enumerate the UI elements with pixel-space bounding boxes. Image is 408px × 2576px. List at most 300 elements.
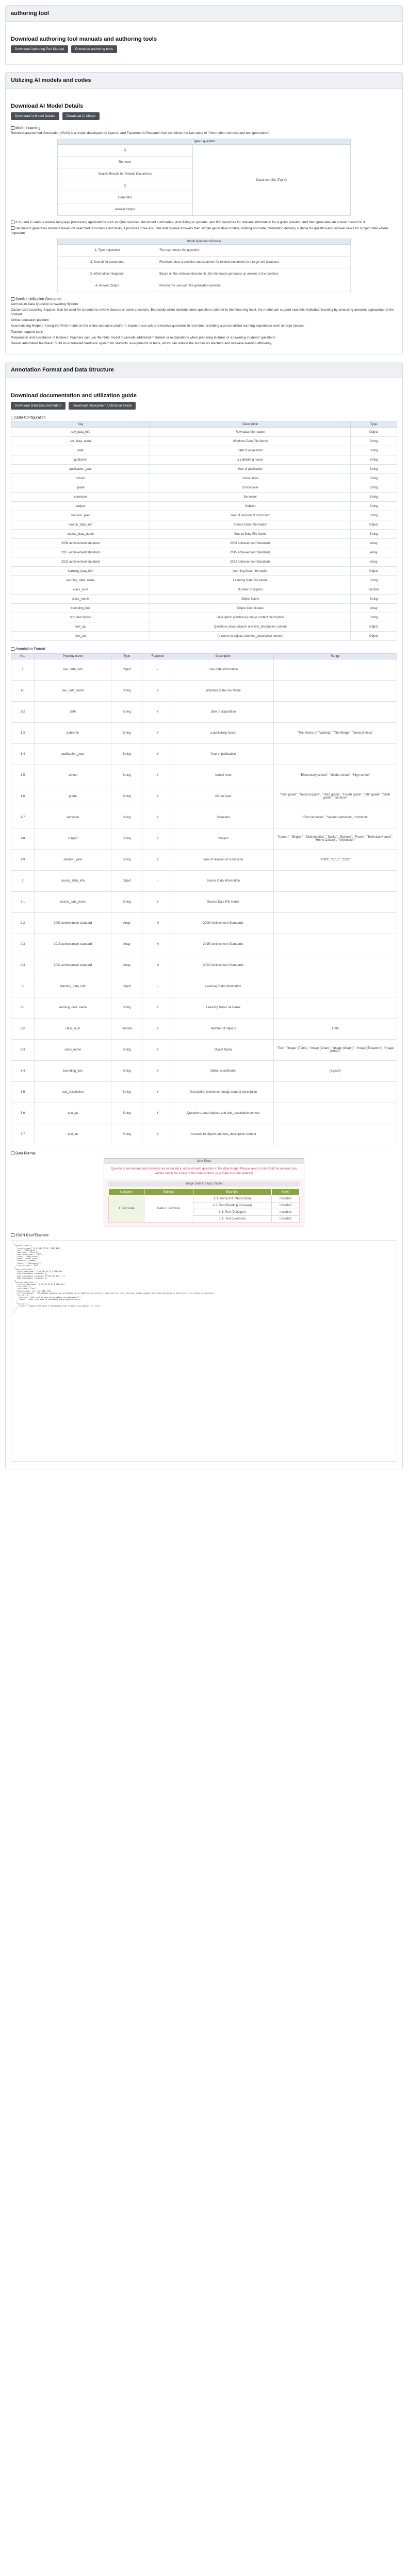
table-cell: 1 <box>11 659 35 680</box>
table-cell: text_qa <box>11 622 150 632</box>
table-row <box>11 1103 397 1124</box>
table-cell: "First semester", "Second semester", "common" <box>273 807 397 828</box>
table-cell: "Korean", "English", "Mathematics", "Social", "Science", "Praxis", "Technical Homes", "Home Culture", "Information" <box>273 828 397 849</box>
table-cell: Array <box>111 955 142 976</box>
table-cell: Object Name <box>173 1039 273 1060</box>
table-cell: [x,y,w,h] <box>273 1060 397 1081</box>
table-cell: school <box>11 474 150 483</box>
table-row <box>11 1039 397 1060</box>
table-cell: Subject <box>173 828 273 849</box>
table-cell: Y <box>142 722 173 743</box>
table-row <box>11 530 397 539</box>
table-row: 1-2. Text (Reading Passage) Included <box>109 1202 300 1209</box>
table-row <box>11 870 397 891</box>
table-cell: Semester <box>150 493 351 502</box>
table-cell: String <box>111 891 142 912</box>
data-format-heading: Data Format <box>11 1151 397 1155</box>
table-cell: String <box>351 530 397 539</box>
table-cell: 2-1 <box>11 891 35 912</box>
config-header-key: Key <box>11 422 150 428</box>
table-cell: Object Name <box>150 595 351 604</box>
table-cell: publication_year <box>11 465 150 474</box>
table-row <box>11 446 397 455</box>
table-cell: N <box>142 934 173 955</box>
table-cell: 2-3 <box>11 934 35 955</box>
table-cell: Year of revision of curriculum <box>150 511 351 520</box>
table-cell: 2009 achievement standard <box>11 539 150 548</box>
table-row <box>11 437 397 446</box>
table-cell: Raw data information <box>173 659 273 680</box>
table-row: 3. Information Integration Based on the retrieved documents, the Generator generates an answer to the question. <box>57 268 350 280</box>
bullet-icon <box>11 221 14 224</box>
rag-step: Answer Output <box>115 208 136 212</box>
table-row <box>11 474 397 483</box>
table-cell: String <box>351 437 397 446</box>
table-row <box>11 786 397 807</box>
table-cell: Semester <box>173 807 273 828</box>
format-header-range: Range <box>273 653 397 659</box>
table-cell: object <box>111 976 142 997</box>
authoring-tool-header: authoring tool <box>6 6 402 22</box>
table-cell: learning_data_name <box>34 997 111 1018</box>
format-header-property: Property name <box>34 653 111 659</box>
table-cell: String <box>111 743 142 765</box>
table-cell: String <box>111 807 142 828</box>
table-cell: Object <box>351 622 397 632</box>
table-cell: String <box>111 1060 142 1081</box>
table-cell: 1-2 <box>11 701 35 722</box>
table-cell: 1-5 <box>11 765 35 786</box>
table-cell: semester <box>11 493 150 502</box>
table-cell: Answers to objects and text_description content <box>150 632 351 641</box>
table-cell: Array <box>111 912 142 934</box>
table-cell: Raw data Information <box>150 428 351 437</box>
table-cell: Y <box>142 828 173 849</box>
table-cell: Object coordinates <box>173 1060 273 1081</box>
table-cell <box>273 1103 397 1124</box>
table-cell: 2015 achievement standard <box>11 548 150 557</box>
table-cell: Object <box>351 632 397 641</box>
table-cell: Y <box>142 1039 173 1060</box>
table-cell: 1-9 <box>11 849 35 870</box>
ai-models-section <box>5 72 403 354</box>
table-cell: String <box>111 828 142 849</box>
ai-models-header: Utilizing AI models and codes <box>6 73 402 89</box>
table-cell: 3-2 <box>11 1018 35 1039</box>
table-cell: Y <box>142 743 173 765</box>
table-row: 4. Answer Output Provide the user with the generated answers. <box>57 280 350 292</box>
table-cell: Year of revision of curriculum <box>173 849 273 870</box>
table-cell <box>273 955 397 976</box>
table-cell: raw_data_info <box>11 428 150 437</box>
table-row: 1-4. Text (Exercise) Included <box>109 1215 300 1222</box>
table-cell: a publishing house <box>173 722 273 743</box>
table-cell: "Text", "Image" (Table), "Image (Chart)", "Image (Graph)", "Image (Equation)", "Image (Other)" <box>273 1039 397 1060</box>
annotation-section <box>5 362 403 1469</box>
table-row <box>11 455 397 465</box>
table-cell: School year <box>173 786 273 807</box>
table-cell: String <box>111 1103 142 1124</box>
table-cell: school level <box>173 765 273 786</box>
rag-diagram-title: Type it question <box>58 139 350 145</box>
table-cell: String <box>351 483 397 493</box>
table-row <box>11 539 397 548</box>
table-cell: object <box>111 659 142 680</box>
table-cell: 1-3 <box>11 722 35 743</box>
table-cell: school level <box>150 474 351 483</box>
table-cell: 2009 Achievement Standards <box>173 912 273 934</box>
df-header: Subtype <box>144 1189 193 1195</box>
table-cell: 1-4 <box>11 743 35 765</box>
table-cell <box>273 997 397 1018</box>
table-cell: Number of objects <box>150 585 351 595</box>
table-row <box>11 567 397 576</box>
table-cell: String <box>111 997 142 1018</box>
table-row <box>11 520 397 530</box>
table-cell: source_data_name <box>34 891 111 912</box>
table-cell: String <box>351 502 397 511</box>
table-row <box>11 1060 397 1081</box>
table-cell: "The history of Teaching", "The Bridge", "Several kinds" <box>273 722 397 743</box>
table-cell: source_data_name <box>11 530 150 539</box>
table-cell: 2022 Achievement Standards <box>150 557 351 567</box>
checkbox-icon <box>11 1233 14 1237</box>
table-row <box>11 604 397 613</box>
table-cell: "2009", "2015", "2022" <box>273 849 397 870</box>
ai-models-title: Download AI Model Details <box>11 103 84 109</box>
table-row <box>11 557 397 567</box>
table-cell: source_data_info <box>11 520 150 530</box>
table-row <box>11 576 397 585</box>
table-cell: 3-7 <box>11 1124 35 1145</box>
table-cell: String <box>351 576 397 585</box>
table-row <box>11 548 397 557</box>
table-cell: 3 <box>11 976 35 997</box>
table-cell: school <box>34 765 111 786</box>
rag-step: Q <box>58 180 192 192</box>
table-cell: text_description <box>11 613 150 622</box>
table-cell: 3-3 <box>11 1039 35 1060</box>
table-cell: String <box>351 595 397 604</box>
format-header-type: Type <box>111 653 142 659</box>
table-row <box>11 483 397 493</box>
table-cell <box>273 701 397 722</box>
table-row <box>11 765 397 786</box>
table-cell: String <box>111 1124 142 1145</box>
table-row <box>11 976 397 997</box>
download-guide-button[interactable]: Download Deployment Utilization Guide <box>69 402 136 410</box>
data-format-warning: Questions are entered and answers are extracted in order of each question in the data image. Please keep in mind that the answers are written within the scope of the data content. (e.g. Data must be entered) <box>104 1164 304 1179</box>
table-cell: subject <box>11 502 150 511</box>
format-header-description: Description <box>173 653 273 659</box>
table-row <box>11 807 397 828</box>
rag-diagram <box>57 139 351 216</box>
scenario-item: Accumulating Helpers: Using the RAG model on the online education platform, learners can ask and receive questions in real time, providing a personalized learning experience even in large classes <box>11 324 305 328</box>
table-row <box>11 912 397 934</box>
table-cell: text_an <box>34 1124 111 1145</box>
table-cell: publication_year <box>34 743 111 765</box>
table-cell: 3-4 <box>11 1060 35 1081</box>
model-process-title: Model Operation Process <box>57 239 350 244</box>
scenario-item: Deliver automated feedback: Build an automated feedback system for students' assignments or tests, which can reduce the burden on teachers and increase learning efficiency <box>11 341 272 345</box>
table-cell: 1-6 <box>11 786 35 807</box>
table-cell: String <box>111 765 142 786</box>
table-cell: String <box>111 722 142 743</box>
rag-step: Generator <box>58 192 192 204</box>
scenario-item: Online education platform <box>11 318 50 323</box>
table-cell: Windows Data File Name <box>150 437 351 446</box>
table-cell: 3-1 <box>11 997 35 1018</box>
table-row <box>11 701 397 722</box>
table-cell: semester <box>34 807 111 828</box>
table-cell: Questions about objects and text_description content <box>150 622 351 632</box>
table-cell: raw_data_info <box>34 659 111 680</box>
table-cell: date <box>34 701 111 722</box>
table-cell: String <box>111 786 142 807</box>
table-cell: Y <box>142 849 173 870</box>
table-cell: class_num <box>11 585 150 595</box>
table-cell: number <box>351 585 397 595</box>
table-row <box>11 891 397 912</box>
table-row <box>11 613 397 622</box>
table-cell: text_qa <box>34 1103 111 1124</box>
table-row <box>11 849 397 870</box>
table-cell: class_name <box>11 595 150 604</box>
json-example-heading: JSON Real Example <box>11 1233 397 1237</box>
table-cell: String <box>351 511 397 520</box>
table-cell: Y <box>142 1081 173 1103</box>
annotation-format-heading: Annotation Format <box>11 647 397 651</box>
format-header-no: No. <box>11 653 35 659</box>
download-manual-button[interactable]: Download Authoring Tool Manual <box>11 45 68 53</box>
table-cell: a publishing house <box>150 455 351 465</box>
table-cell: publisher <box>34 722 111 743</box>
table-row <box>11 997 397 1018</box>
table-cell: String <box>111 1039 142 1060</box>
table-cell: Y <box>142 807 173 828</box>
scenario-item: Preparation and assistance of lectures: Teachers can use the RAG model to provide additional materials or explanations when preparing lectures or answering students' questions <box>11 335 275 340</box>
table-row <box>11 511 397 520</box>
data-format-box-title: Item Extra <box>104 1159 304 1164</box>
table-cell: 2-2 <box>11 912 35 934</box>
table-row: 1. Text data Data in Textbook 1-1. Text (Unit Introduction) Included <box>109 1195 300 1202</box>
table-row <box>11 493 397 502</box>
json-example-code: { "raw_data_info": { "raw_data_name": "R_HS_LEM_MT_G1_E_2015_001", "date": "2023-08-10", "publisher": "Mirae-N", "publication_year": "2023", "school": "High school", "grade": "First grade", "semester": "common", "subject": "Mathematics", "revision_year": "2015" }, "source_data_info": { "source_data_name": "S_HS_LEM_MT_G1_E_2015_001", "2009 achievement standard": [], "2015 achievement standard": ["[10수학01-01] ..."], "2022 achievement standard": [] }, "learning_data_info": { "learning_data_name": "L_HS_LEM_MT_G1_E_2015_001", "class_num": 1, "class_name": "Text", "bounding_box": [34, 112, 980, 420], "text_description": "The passage explains how polynomials can be added and subtracted by combining like terms, and shows worked examples for organizing terms by degree before performing the operation.", "text_qa": { "question": "What must be done before adding two polynomials?", "answer": "Like terms must be identified and grouped by degree." }, "text_an": { "answer": "Organize the terms in descending order of degree and combine like terms." } } } <box>11 1240 397 1462</box>
table-cell: String <box>351 446 397 455</box>
checkbox-icon <box>11 416 14 419</box>
table-cell: 1-1 <box>11 680 35 701</box>
table-row: 1. Type a question The user enters the question. <box>57 244 350 256</box>
table-cell: Array <box>111 934 142 955</box>
table-row <box>11 743 397 765</box>
table-cell: String <box>351 493 397 502</box>
table-cell: class_name <box>34 1039 111 1060</box>
table-cell: Object Coordinates <box>150 604 351 613</box>
table-row <box>11 585 397 595</box>
table-cell <box>273 1081 397 1103</box>
table-cell: text_an <box>11 632 150 641</box>
table-cell: "First grade", "Second grade", "Third grade", "Fourth grade", "Fifth grade", "Sixth grade", "common" <box>273 786 397 807</box>
df-header: Example <box>193 1189 271 1195</box>
download-model-details-button[interactable]: Download AI Model Details <box>11 112 59 120</box>
checkbox-icon <box>11 647 14 651</box>
table-cell: bounding_box <box>34 1060 111 1081</box>
table-cell: Source Data Information <box>150 520 351 530</box>
table-cell: Object <box>351 567 397 576</box>
scenario-item: Teacher support tools <box>11 330 43 334</box>
download-tools-button[interactable]: Download authoring tools <box>71 45 117 53</box>
table-cell: String <box>351 613 397 622</box>
table-cell: Year of publication <box>150 465 351 474</box>
bullet-icon <box>11 226 14 230</box>
table-cell: 2015 Achievement Standards <box>173 934 273 955</box>
rag-usage-text: It is used in various natural language processing applications such as Q&A services, document summaries, and dialogue systems, and first searches for relevant information for a given question and then generates an answer based on it <box>11 220 397 225</box>
data-configuration-heading: Data Configuration <box>11 416 397 419</box>
table-row <box>11 955 397 976</box>
table-row <box>11 1018 397 1039</box>
table-cell: learning_data_name <box>11 576 150 585</box>
table-cell: N <box>142 912 173 934</box>
table-cell: raw_data_name <box>34 680 111 701</box>
table-cell: learning_data_info <box>11 567 150 576</box>
table-cell: String <box>111 680 142 701</box>
table-cell: class_num <box>34 1018 111 1039</box>
table-cell: Source Data File Name <box>150 530 351 539</box>
data-format-subtitle: Image Data Groups (Table) <box>108 1181 300 1187</box>
model-learning-heading: Model Learning <box>11 126 397 130</box>
checkbox-icon <box>11 297 14 301</box>
table-row <box>11 680 397 701</box>
table-cell: date <box>11 446 150 455</box>
scenarios-heading: Service Utilization Scenarios <box>11 297 397 301</box>
config-header-type: Type <box>351 422 397 428</box>
table-cell: Y <box>142 891 173 912</box>
table-cell: grade <box>11 483 150 493</box>
config-header-description: Description <box>150 422 351 428</box>
table-cell: 1-8 <box>11 828 35 849</box>
table-cell: Description (sentence) Image content description <box>173 1081 273 1103</box>
table-cell: Array <box>351 539 397 548</box>
annotation-header: Annotation Format and Data Structure <box>6 362 402 378</box>
table-row <box>11 722 397 743</box>
table-cell: String <box>351 455 397 465</box>
table-cell <box>273 680 397 701</box>
table-row <box>11 595 397 604</box>
table-cell: School year <box>150 483 351 493</box>
table-cell: Source Data File Name <box>173 891 273 912</box>
table-cell: 2009 achievement standard <box>34 912 111 934</box>
authoring-tool-section <box>5 5 403 65</box>
data-format-box <box>104 1158 304 1227</box>
table-cell: bounding_box <box>11 604 150 613</box>
table-row <box>11 828 397 849</box>
table-cell <box>273 934 397 955</box>
table-cell <box>273 870 397 891</box>
table-cell: String <box>111 701 142 722</box>
table-cell: Y <box>142 997 173 1018</box>
checkbox-icon <box>11 1151 14 1155</box>
download-model-button[interactable]: Download AI Model <box>62 112 100 120</box>
table-cell: String <box>351 465 397 474</box>
table-cell: Learning Data File Name <box>150 576 351 585</box>
table-cell: 3-6 <box>11 1103 35 1124</box>
table-cell <box>273 743 397 765</box>
table-row <box>11 934 397 955</box>
table-cell: Learning Data Information <box>150 567 351 576</box>
table-cell: Y <box>142 1060 173 1081</box>
table-cell: 2 <box>11 870 35 891</box>
table-cell: String <box>111 849 142 870</box>
table-cell: Questions about objects and text_description content <box>173 1103 273 1124</box>
table-cell: 3-5 <box>11 1081 35 1103</box>
table-cell: Source Data Information <box>173 870 273 891</box>
table-cell: String <box>111 1081 142 1103</box>
table-cell <box>273 912 397 934</box>
table-cell: Y <box>142 701 173 722</box>
table-cell <box>273 1124 397 1145</box>
df-header: Notes <box>271 1189 299 1195</box>
rag-accuracy-text: Because it generates answers based on searched documents and texts, it provides more accurate and reliable answers than simple generative models, making accurate information delivery suitable for question-and-answer tasks for subject data where important <box>11 226 388 235</box>
table-cell: learning_data_info <box>34 976 111 997</box>
table-cell: Array <box>351 604 397 613</box>
table-cell: Array <box>351 548 397 557</box>
table-cell: 2-4 <box>11 955 35 976</box>
table-row <box>11 465 397 474</box>
table-cell: Object <box>351 520 397 530</box>
table-row <box>11 632 397 641</box>
table-cell: number <box>111 1018 142 1039</box>
format-header-required: Required <box>142 653 173 659</box>
annotation-title: Download documentation and utilization guide <box>11 392 137 399</box>
table-cell: 1~99 <box>273 1018 397 1039</box>
table-cell: revision_year <box>34 849 111 870</box>
rag-step: Q <box>58 145 192 157</box>
table-row: 2. Search for documents Retriever takes a question and searches for related documents in a large text database. <box>57 256 350 268</box>
table-cell: Y <box>142 680 173 701</box>
table-cell: "Elementary school", "Middle school", "High school" <box>273 765 397 786</box>
table-cell: date of acquisition <box>150 446 351 455</box>
table-cell: Object <box>351 428 397 437</box>
table-cell <box>273 659 397 680</box>
table-cell: Array <box>351 557 397 567</box>
table-cell: 2015 Achievement Standards <box>150 548 351 557</box>
table-cell: publisher <box>11 455 150 465</box>
table-cell: - <box>142 659 173 680</box>
download-documentation-button[interactable]: Download Data Documentation <box>11 402 66 410</box>
table-cell: grade <box>34 786 111 807</box>
table-cell: String <box>351 474 397 483</box>
table-cell: - <box>142 870 173 891</box>
rag-step: Retriever <box>58 157 192 168</box>
table-cell <box>273 976 397 997</box>
table-cell: N <box>142 955 173 976</box>
table-cell: Y <box>142 1103 173 1124</box>
table-cell: Answers to objects and text_description content <box>173 1124 273 1145</box>
table-cell: date of acquisition <box>173 701 273 722</box>
authoring-tool-title: Download authoring tool manuals and authoring tools <box>11 36 157 42</box>
table-row <box>11 1124 397 1145</box>
table-row <box>11 622 397 632</box>
data-configuration-table <box>11 421 397 641</box>
table-cell: Y <box>142 765 173 786</box>
table-cell: Description (sentence) Image content description <box>150 613 351 622</box>
table-cell: text_description <box>34 1081 111 1103</box>
df-header: Category <box>109 1189 144 1195</box>
table-cell: Y <box>142 786 173 807</box>
table-cell: raw_data_name <box>11 437 150 446</box>
scenario-item: Customized Learning Support: Can be used for students to review classes or solve questions. Especially when students enter questions tailored to their learning level, the model can support students' individual learning by producing answers appropriate to the content <box>11 308 394 317</box>
table-cell: Learning Data Information <box>173 976 273 997</box>
